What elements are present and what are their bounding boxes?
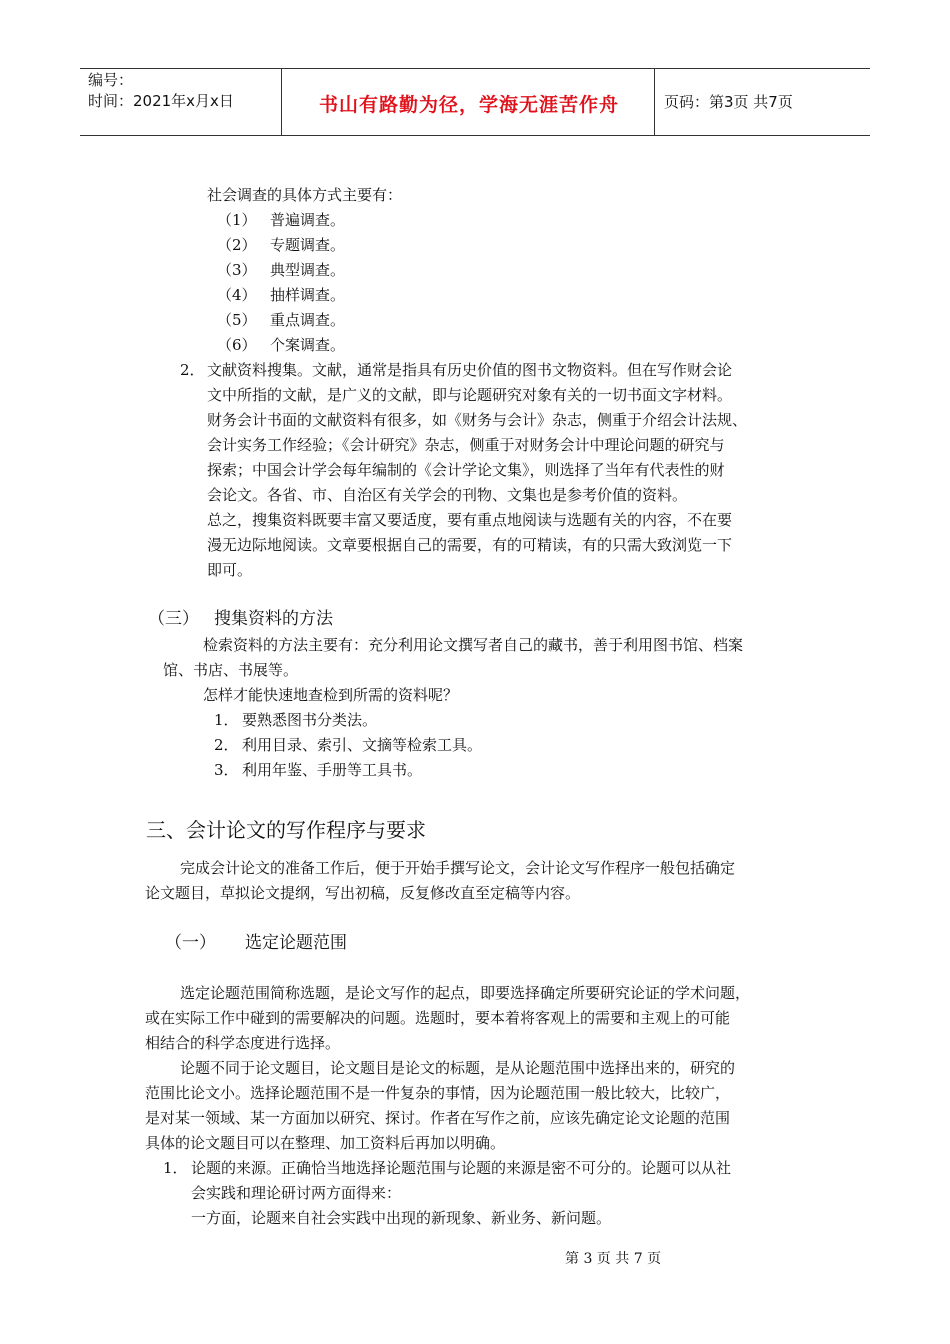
paragraph-line: 论题不同于论文题目，论文题目是论文的标题，是从论题范围中选择出来的，研究的 — [180, 1059, 736, 1077]
subsection-heading: 选定论题范围 — [245, 933, 347, 953]
list-item-number: （2） — [217, 236, 257, 254]
lit-line: 会计实务工作经验；《会计研究》杂志，侧重于对财务会计中理论问题的研究与 — [207, 436, 725, 454]
list-item: 个案调查。 — [270, 336, 346, 354]
survey-intro: 社会调查的具体方式主要有： — [207, 186, 403, 204]
lit-line: 财务会计书面的文献资料有很多，如《财务与会计》杂志，侧重于介绍会计法规、 — [207, 411, 748, 429]
list-item: 论题的来源。正确恰当地选择论题范围与论题的来源是密不可分的。论题可以从社 — [191, 1159, 732, 1177]
list-item: 抽样调查。 — [270, 286, 346, 304]
page-footer: 第 3 页 共 7 页 — [565, 1251, 662, 1267]
header-motto: 书山有路勤为径，学海无涯苦作舟 — [318, 94, 619, 116]
paragraph-line: 具体的论文题目可以在整理、加工资料后再加以明确。 — [145, 1134, 506, 1152]
paragraph-line: 一方面，论题来自社会实践中出现的新现象、新业务、新问题。 — [191, 1209, 612, 1227]
list-item: 要熟悉图书分类法。 — [242, 711, 378, 729]
list-item-number: 3． — [214, 761, 239, 779]
paragraph-line: 范围比论文小。选择论题范围不是一件复杂的事情，因为论题范围一般比较大，比较广， — [145, 1084, 731, 1102]
chapter-heading: 三、会计论文的写作程序与要求 — [146, 818, 426, 842]
lit-number: 2． — [180, 361, 205, 379]
list-item-number: （1） — [217, 211, 257, 229]
header-serial: 编号： — [88, 71, 134, 89]
list-item: 普遍调查。 — [270, 211, 346, 229]
list-item: 典型调查。 — [270, 261, 346, 279]
header-divider-right — [654, 68, 655, 136]
section-heading: 搜集资料的方法 — [214, 609, 333, 629]
lit-line: 漫无边际地阅读。文章要根据自己的需要，有的可精读，有的只需大致浏览一下 — [207, 536, 733, 554]
list-item-number: （5） — [217, 311, 257, 329]
paragraph-line: 怎样才能快速地查检到所需的资料呢？ — [203, 686, 459, 704]
list-item-number: （4） — [217, 286, 257, 304]
header-meta — [88, 70, 234, 112]
paragraph-line: 是对某一领域、某一方面加以研究、探讨。作者在写作之前，应该先确定论文论题的范围 — [145, 1109, 731, 1127]
list-item-number: （6） — [217, 336, 257, 354]
paragraph-line: 完成会计论文的准备工作后，便于开始手撰写论文，会计论文写作程序一般包括确定 — [180, 859, 736, 877]
lit-line: 文献资料搜集。文献，通常是指具有历史价值的图书文物资料。但在写作财会论 — [207, 361, 733, 379]
subsection-heading-number: （一） — [165, 933, 216, 953]
paragraph-line: 馆、书店、书展等。 — [163, 661, 299, 679]
lit-line: 文中所指的文献，是广义的文献，即与论题研究对象有关的一切书面文字材料。 — [207, 386, 733, 404]
header-time: 时间：2021年x月x日 — [88, 92, 234, 110]
list-item: 利用目录、索引、文摘等检索工具。 — [242, 736, 483, 754]
list-item-number: 1． — [214, 711, 239, 729]
section-heading-number: （三） — [148, 609, 199, 629]
lit-line: 探索；中国会计学会每年编制的《会计学论文集》，则选择了当年有代表性的财 — [207, 461, 725, 479]
paragraph-line: 选定论题范围简称选题，是论文写作的起点，即要选择确定所要研究论证的学术问题， — [180, 984, 751, 1002]
header-bottom-rule — [80, 135, 870, 136]
header-divider-left — [281, 68, 282, 136]
list-item: 会实践和理论研讨两方面得来： — [191, 1184, 402, 1202]
lit-line: 即可。 — [207, 561, 253, 579]
paragraph-line: 检索资料的方法主要有：充分利用论文撰写者自己的藏书，善于利用图书馆、档案 — [203, 636, 744, 654]
header-page-number: 页码：第3页 共7页 — [664, 93, 793, 111]
lit-line: 会论文。各省、市、自治区有关学会的刊物、文集也是参考价值的资料。 — [207, 486, 688, 504]
paragraph-line: 或在实际工作中碰到的需要解决的问题。选题时，要本着将客观上的需要和主观上的可能 — [145, 1009, 731, 1027]
list-item-number: （3） — [217, 261, 257, 279]
list-item: 重点调查。 — [270, 311, 346, 329]
list-item-number: 1． — [163, 1159, 188, 1177]
list-item-number: 2． — [214, 736, 239, 754]
lit-line: 总之，搜集资料既要丰富又要适度，要有重点地阅读与选题有关的内容，不在要 — [207, 511, 733, 529]
paragraph-line: 相结合的科学态度进行选择。 — [145, 1034, 341, 1052]
list-item: 专题调查。 — [270, 236, 346, 254]
paragraph-line: 论文题目，草拟论文提纲，写出初稿，反复修改直至定稿等内容。 — [145, 884, 581, 902]
header-top-rule — [80, 68, 870, 69]
list-item: 利用年鉴、手册等工具书。 — [242, 761, 423, 779]
